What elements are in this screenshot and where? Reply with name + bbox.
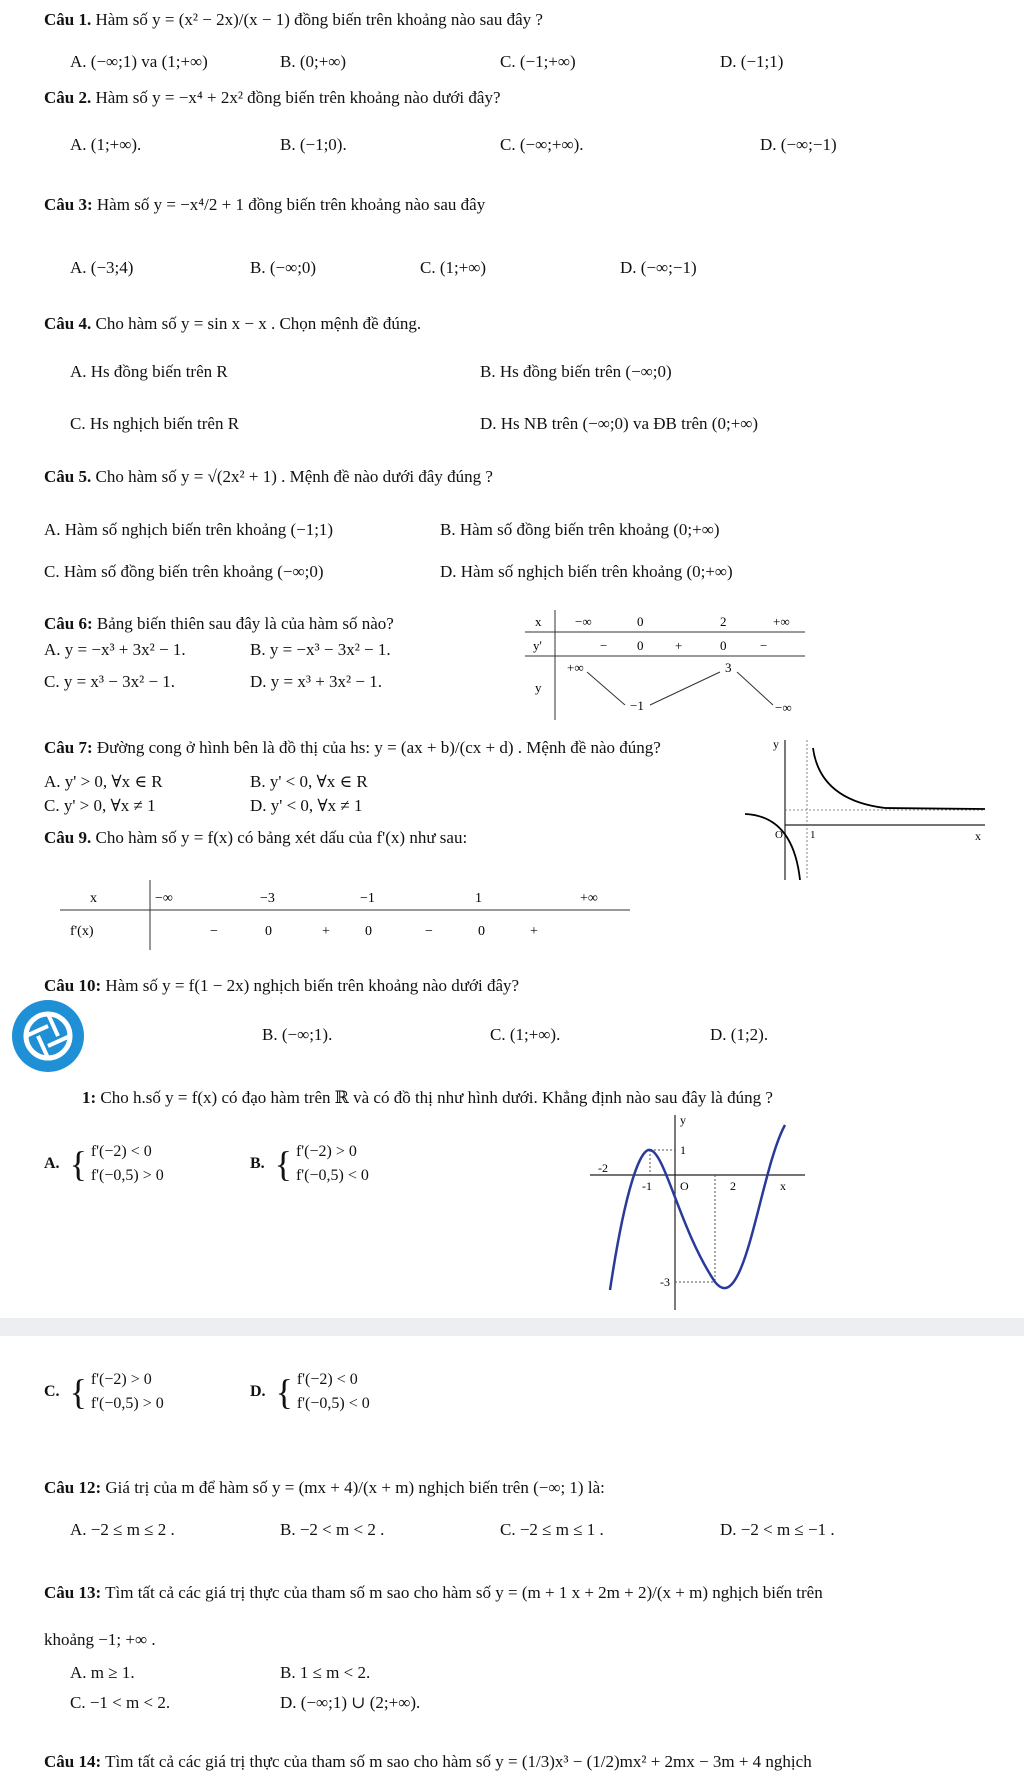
option-b[interactable]: B. y' < 0, ∀x ∈ R: [250, 772, 368, 791]
question-6: [44, 614, 394, 634]
question-label: Câu 1.: [44, 10, 92, 29]
option-d[interactable]: D. Hs NB trên (−∞;0) va ĐB trên (0;+∞): [480, 414, 759, 433]
question-4: [44, 314, 421, 334]
condition-1: f'(−2) > 0: [90, 1371, 152, 1388]
option-letter: D.: [250, 1382, 266, 1400]
question-label: Câu 13:: [44, 1583, 102, 1602]
table-cell: −: [600, 638, 608, 653]
option-c[interactable]: C. y = x³ − 3x² − 1.: [44, 672, 176, 691]
condition-1: f'(−2) < 0: [90, 1143, 152, 1160]
option-a[interactable]: A. y' > 0, ∀x ∈ R: [44, 772, 163, 791]
question-text: Hàm số y = −x⁴ + 2x² đồng biến trên khoảng nào dưới đây?: [95, 88, 501, 107]
table-cell: 3: [725, 660, 732, 675]
table-cell: 0: [265, 924, 272, 939]
question-13: [44, 1583, 823, 1603]
table-cell: 0: [637, 614, 644, 629]
option-b[interactable]: B. (−∞;1).: [262, 1025, 333, 1044]
question-label: Câu 5.: [44, 467, 92, 486]
question-2: [44, 88, 501, 108]
option-a[interactable]: A. −2 ≤ m ≤ 2 .: [70, 1520, 175, 1539]
variation-table: [525, 610, 805, 720]
option-a[interactable]: A. (−∞;1) va (1;+∞): [70, 52, 208, 71]
question-label: 1:: [82, 1088, 97, 1107]
table-cell: −1: [360, 891, 375, 906]
option-c[interactable]: C. −2 ≤ m ≤ 1 .: [500, 1520, 604, 1539]
option-a[interactable]: A. { f'(−2) < 0 f'(−0,5) > 0: [44, 1143, 164, 1184]
question-12: [44, 1478, 605, 1498]
condition-1: f'(−2) < 0: [296, 1371, 358, 1388]
table-cell: −∞: [155, 891, 173, 906]
condition-2: f'(−0,5) < 0: [296, 1395, 370, 1412]
question-11: [82, 1088, 773, 1108]
option-c[interactable]: C. (1;+∞).: [490, 1025, 561, 1044]
option-letter: C.: [44, 1382, 60, 1400]
cubic-graph: [580, 1110, 810, 1315]
graph-tick: 1: [810, 829, 816, 841]
option-d[interactable]: D. { f'(−2) < 0 f'(−0,5) < 0: [250, 1371, 370, 1412]
option-b[interactable]: B. (0;+∞): [280, 52, 347, 71]
option-c[interactable]: C. Hs nghịch biến trên R: [70, 414, 240, 433]
question-label: Câu 4.: [44, 314, 92, 333]
question-text: Cho hàm số y = √(2x² + 1) . Mệnh đề nào dưới đây đúng ?: [95, 467, 493, 486]
option-c[interactable]: C. y' > 0, ∀x ≠ 1: [44, 796, 156, 815]
table-cell: −∞: [575, 614, 592, 629]
table-cell: 0: [637, 638, 644, 653]
option-d[interactable]: D. y = x³ + 3x² − 1.: [250, 672, 382, 691]
option-a[interactable]: A. Hàm số nghịch biến trên khoảng (−1;1): [44, 520, 334, 539]
graph-x-label: x: [975, 829, 981, 843]
question-3: [44, 195, 485, 215]
question-text: Tìm tất cả các giá trị thực của tham số m sao cho hàm số y = (m + 1 x + 2m + 2)/(x + m) nghịch biến trên: [105, 1583, 823, 1602]
option-c[interactable]: C. (−∞;+∞).: [500, 135, 584, 154]
table-cell: +∞: [567, 660, 584, 675]
option-d[interactable]: D. (1;2).: [710, 1025, 769, 1044]
table-fp-label: f'(x): [70, 924, 94, 939]
table-y-label: y: [535, 680, 542, 695]
table-cell: 1: [475, 891, 482, 906]
option-d[interactable]: D. Hàm số nghịch biến trên khoảng (0;+∞): [440, 562, 733, 581]
condition-2: f'(−0,5) < 0: [295, 1167, 369, 1184]
divider-band: [0, 1318, 1024, 1336]
option-b[interactable]: B. y = −x³ − 3x² − 1.: [250, 640, 391, 659]
table-x-label: x: [90, 891, 97, 906]
condition-1: f'(−2) > 0: [295, 1143, 357, 1160]
option-d[interactable]: D. −2 < m ≤ −1 .: [720, 1520, 835, 1539]
table-cell: +: [530, 924, 538, 939]
option-a[interactable]: A. (1;+∞).: [70, 135, 142, 154]
graph-tick: -1: [642, 1179, 652, 1193]
question-text: Cho h.số y = f(x) có đạo hàm trên ℝ và có đồ thị như hình dưới. Khẳng định nào sau đây là đúng ?: [100, 1088, 773, 1107]
option-d[interactable]: D. (−∞;1) ∪ (2;+∞).: [280, 1693, 421, 1712]
table-x-label: x: [535, 614, 542, 629]
question-10: [44, 976, 519, 996]
question-text: Cho hàm số y = sin x − x . Chọn mệnh đề đúng.: [95, 314, 422, 333]
table-cell: −1: [630, 698, 644, 713]
graph-origin: O: [680, 1179, 689, 1193]
question-7: [44, 738, 661, 758]
option-b[interactable]: B. 1 ≤ m < 2.: [280, 1663, 371, 1682]
table-cell: −: [760, 638, 768, 653]
graph-tick: 2: [730, 1179, 736, 1193]
option-a[interactable]: A. Hs đồng biến trên R: [70, 362, 228, 381]
option-b[interactable]: B. (−∞;0): [250, 258, 317, 277]
table-cell: +∞: [580, 891, 598, 906]
graph-tick: -3: [660, 1275, 670, 1289]
question-14: [44, 1752, 812, 1772]
table-cell: +∞: [773, 614, 790, 629]
table-cell: +: [675, 638, 683, 653]
option-c[interactable]: C. Hàm số đồng biến trên khoảng (−∞;0): [44, 562, 324, 581]
question-text: Hàm số y = (x² − 2x)/(x − 1) đồng biến trên khoảng nào sau đây ?: [95, 10, 543, 29]
option-c[interactable]: C. (1;+∞): [420, 258, 487, 277]
condition-2: f'(−0,5) > 0: [90, 1167, 164, 1184]
question-text: Hàm số y = f(1 − 2x) nghịch biến trên khoảng nào dưới đây?: [105, 976, 520, 995]
table-cell: −3: [260, 891, 275, 906]
question-label: Câu 14:: [44, 1752, 102, 1771]
condition-2: f'(−0,5) > 0: [90, 1395, 164, 1412]
question-label: Câu 9.: [44, 828, 92, 847]
question-text: Hàm số y = −x⁴/2 + 1 đồng biến trên khoảng nào sau đây: [96, 195, 486, 214]
question-text: Đường cong ở hình bên là đồ thị của hs: y = (ax + b)/(cx + d) . Mệnh đề nào đúng?: [96, 738, 661, 757]
question-label: Câu 3:: [44, 195, 93, 214]
option-b[interactable]: B. Hàm số đồng biến trên khoảng (0;+∞): [440, 520, 720, 539]
graph-tick: -2: [598, 1161, 608, 1175]
question-label: Câu 12:: [44, 1478, 102, 1497]
graph-y-label: y: [773, 737, 779, 751]
graph-origin: O: [775, 829, 783, 841]
question-text: Bảng biến thiên sau đây là của hàm số nào?: [96, 614, 394, 633]
option-c[interactable]: C. { f'(−2) > 0 f'(−0,5) > 0: [44, 1371, 164, 1412]
option-letter: B.: [250, 1154, 265, 1172]
table-yp-label: y': [533, 638, 542, 653]
question-label: Câu 2.: [44, 88, 92, 107]
question-9: [44, 828, 467, 848]
table-cell: +: [322, 924, 330, 939]
question-text: Tìm tất cả các giá trị thực của tham số m sao cho hàm số y = (1/3)x³ − (1/2)mx² + 2mx − 3m + 4 nghịch: [105, 1752, 812, 1771]
question-1: [44, 10, 543, 30]
table-cell: −: [425, 924, 433, 939]
sign-table: [60, 880, 640, 950]
question-13-continuation: khoảng −1; +∞ .: [44, 1630, 156, 1649]
option-d[interactable]: D. (−1;1): [720, 52, 784, 71]
option-a[interactable]: A. m ≥ 1.: [70, 1663, 135, 1682]
option-d[interactable]: D. (−∞;−1): [620, 258, 697, 277]
question-text: Cho hàm số y = f(x) có bảng xét dấu của f'(x) như sau:: [95, 828, 468, 847]
table-cell: −: [210, 924, 218, 939]
graph-y-label: y: [680, 1113, 686, 1127]
question-label: Câu 6:: [44, 614, 93, 633]
table-cell: −∞: [775, 700, 792, 715]
graph-x-label: x: [780, 1179, 786, 1193]
question-5: [44, 467, 493, 487]
option-b[interactable]: B. { f'(−2) > 0 f'(−0,5) < 0: [250, 1143, 369, 1184]
hyperbola-graph: [745, 730, 995, 880]
option-letter: A.: [44, 1154, 60, 1172]
option-d[interactable]: D. y' < 0, ∀x ≠ 1: [250, 796, 363, 815]
question-label: Câu 7:: [44, 738, 93, 757]
graph-tick: 1: [680, 1143, 686, 1157]
table-cell: 0: [478, 924, 485, 939]
option-a[interactable]: A. (−3;4): [70, 258, 134, 277]
question-label: Câu 10:: [44, 976, 102, 995]
table-cell: 0: [720, 638, 727, 653]
table-cell: 0: [365, 924, 372, 939]
option-b[interactable]: B. (−1;0).: [280, 135, 347, 154]
option-a[interactable]: A. y = −x³ + 3x² − 1.: [44, 640, 186, 659]
aperture-icon[interactable]: [12, 1000, 84, 1072]
option-b[interactable]: B. Hs đồng biến trên (−∞;0): [480, 362, 672, 381]
question-text: Giá trị của m để hàm số y = (mx + 4)/(x + m) nghịch biến trên (−∞; 1) là:: [105, 1478, 605, 1497]
option-d[interactable]: D. (−∞;−1): [760, 135, 837, 154]
option-b[interactable]: B. −2 < m < 2 .: [280, 1520, 385, 1539]
table-cell: 2: [720, 614, 727, 629]
option-c[interactable]: C. (−1;+∞): [500, 52, 576, 71]
option-c[interactable]: C. −1 < m < 2.: [70, 1693, 171, 1712]
